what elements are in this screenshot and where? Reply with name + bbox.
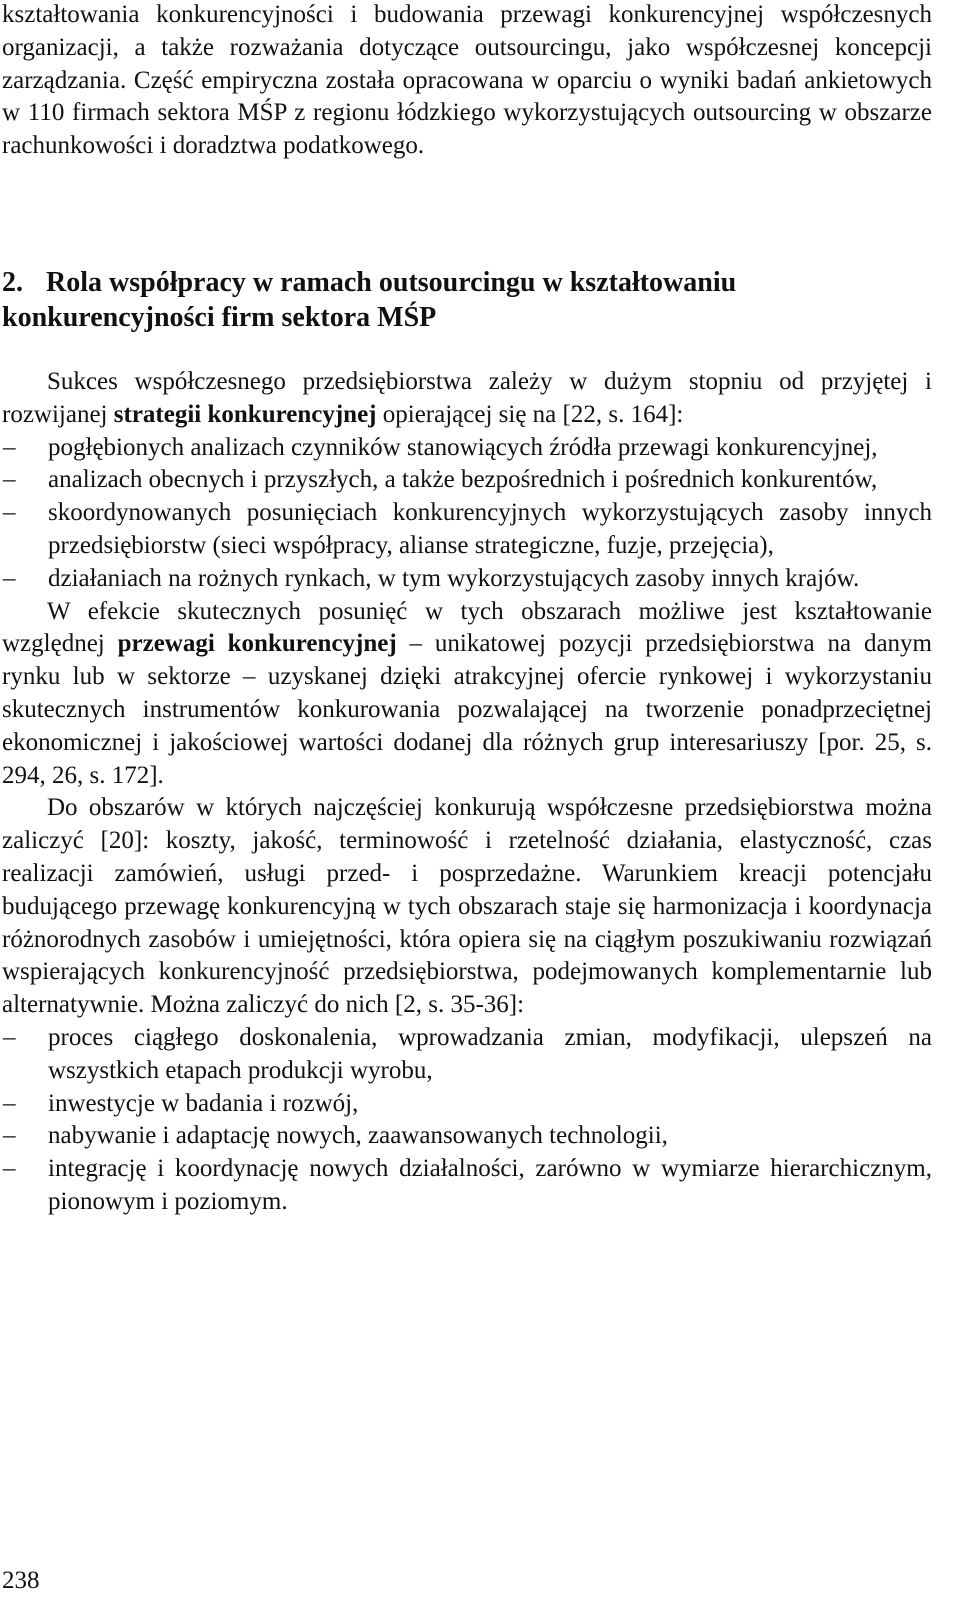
dash-marker: –: [3, 564, 16, 592]
paragraph-text: opierającej się na [22, s. 164]:: [376, 400, 684, 428]
paragraph-text: – unikatowej pozycji przedsiębiorstwa na danym rynku lub w sektorze – uzyskanej dzięki atrakcyjnej ofercie rynkowej i wykorzystaniu skutecznych instrumentów konkurowania pozwalającej na tworzenie ponadprzeciętnej ekonomicznej i jakościowej wartości dodanej dla różnych grup interesariuszy [por. 25, s. 294, 26, s. 172].: [2, 630, 932, 789]
list-item-text: inwestycje w badania i rozwój,: [48, 1089, 359, 1117]
solutions-list: [2, 1022, 932, 1219]
section-number: 2.: [2, 267, 23, 298]
intro-paragraph: kształtowania konkurencyjności i budowania przewagi konkurencyjnej współczesnych organizacji, a także rozważania dotyczące outsourcingu, jako współczesnej koncepcji zarządzania. Część empiryczna została opracowana w oparciu o wyniki badań ankietowych w 110 firmach sektora MŚP z regionu łódzkiego wykorzystujących outsourcing w obszarze rachunkowości i doradztwa podatkowego.: [2, 1, 932, 160]
dash-marker: –: [3, 499, 16, 527]
paragraph-text: Sukces współczesnego przedsiębiorstwa zależy w dużym stopniu od przyjętej i rozwijanej: [2, 368, 932, 428]
list-item: [2, 432, 932, 465]
list-item: [2, 1120, 932, 1153]
dash-marker: –: [3, 466, 16, 494]
dash-marker: –: [3, 1089, 16, 1117]
paragraph-text: W efekcie skutecznych posunięć w tych obszarach możliwe jest kształtowanie względnej: [2, 597, 932, 658]
section-title-line1: Rola współpracy w ramach outsourcingu w kształtowaniu: [46, 267, 737, 298]
page-number: 238: [2, 1567, 40, 1594]
list-item-text: integrację i koordynację nowych działalności, zarówno w wymiarze hierarchicznym, pionowym i poziomym.: [48, 1155, 932, 1215]
bold-term: strategii konkurencyjnej: [113, 400, 377, 428]
list-item-text: proces ciągłego doskonalenia, wprowadzania zmian, modyfikacji, ulepszeń na wszystkich etapach produkcji wyrobu,: [48, 1023, 932, 1084]
dash-marker: –: [3, 433, 16, 461]
paragraph-strategy: [2, 366, 932, 432]
list-item-text: skoordynowanych posunięciach konkurencyjnych wykorzystujących zasoby innych przedsiębiorstw (sieci współpracy, alianse strategiczne, fuzje, przejęcia),: [48, 499, 932, 559]
dash-marker: –: [3, 1023, 16, 1051]
strategy-list: [2, 432, 932, 596]
list-item-text: pogłębionych analizach czynników stanowiących źródła przewagi konkurencyjnej,: [48, 433, 878, 461]
list-item: [2, 1153, 932, 1219]
list-item: [2, 1088, 932, 1121]
paragraph-advantage: [2, 596, 932, 793]
list-item: [2, 497, 932, 563]
section-body: [2, 366, 932, 1219]
paragraph-areas: Do obszarów w których najczęściej konkurują współczesne przedsiębiorstwa można zaliczyć [20]: koszty, jakość, terminowość i rzetelność działania, elastyczność, czas realizacji zamówień, usługi przed- i posprzedażne. Warunkiem kreacji potencjału budującego przewagę konkurencyjną w tych obszarach staje się harmonizacja i koordynacja różnorodnych zasobów i umiejętności, która opiera się na ciągłym poszukiwaniu rozwiązań wspierających konkurencyjność przedsiębiorstwa, podejmowanych komplementarnie lub alternatywnie. Można zaliczyć do nich [2, s. 35-36]:: [2, 794, 932, 1019]
list-item: [2, 1022, 932, 1088]
list-item-text: analizach obecnych i przyszłych, a także bezpośrednich i pośrednich konkurentów,: [48, 466, 878, 494]
dash-marker: –: [3, 1122, 16, 1150]
list-item-text: nabywanie i adaptację nowych, zaawansowanych technologii,: [48, 1122, 668, 1150]
dash-marker: –: [3, 1155, 16, 1183]
list-item: [2, 563, 932, 596]
list-item: [2, 464, 932, 497]
list-item-text: działaniach na rożnych rynkach, w tym wykorzystujących zasoby innych krajów.: [48, 564, 860, 592]
section-title-line2: konkurencyjności firm sektora MŚP: [2, 302, 437, 333]
bold-term: przewagi konkurencyjnej: [117, 630, 397, 658]
section-heading: [2, 265, 902, 335]
